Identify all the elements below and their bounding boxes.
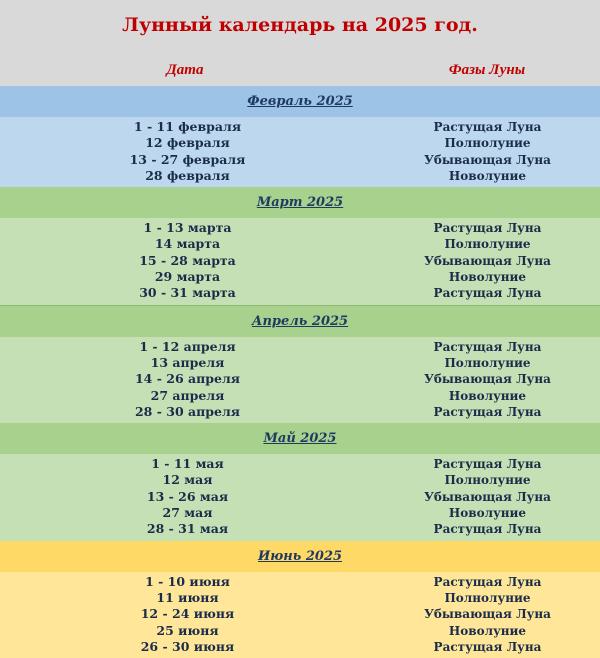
table-row xyxy=(0,521,600,537)
phase-cell: Полнолуние xyxy=(444,355,531,370)
date-cell: 27 апреля xyxy=(150,387,225,403)
table-row xyxy=(0,574,600,590)
phase-cell: Новолуние xyxy=(448,623,527,638)
phase-cell: Растущая Луна xyxy=(433,120,542,134)
phase-cell: Растущая Луна xyxy=(433,404,542,419)
phase-cell: Убывающая Луна xyxy=(424,372,551,387)
date-cell: 25 июня xyxy=(156,622,219,638)
table-row xyxy=(0,639,600,655)
date-cell: 1 - 10 июня xyxy=(145,573,230,589)
table-row xyxy=(0,269,600,285)
phase-cell: Новолуние xyxy=(448,270,527,285)
section-june xyxy=(0,541,600,658)
section-march xyxy=(0,187,600,304)
phase-cell: Растущая Луна xyxy=(433,574,542,589)
date-cell: 13 апреля xyxy=(150,354,225,370)
section-heading xyxy=(0,86,600,117)
date-cell: 13 - 26 мая xyxy=(146,488,229,504)
date-cell: 28 - 31 мая xyxy=(146,521,229,537)
date-cell: 28 февраля xyxy=(145,167,230,183)
date-cell: 12 - 24 июня xyxy=(140,606,235,622)
section-heading-label: Июнь 2025 xyxy=(257,548,343,564)
phase-column-header: Фазы Луны xyxy=(448,62,526,78)
phase-cell: Убывающая Луна xyxy=(424,489,551,504)
section-may xyxy=(0,423,600,540)
section-april xyxy=(0,306,600,423)
section-heading xyxy=(0,306,600,337)
phase-cell: Полнолуние xyxy=(444,473,531,488)
date-cell: 15 - 28 марта xyxy=(139,252,236,268)
phase-cell: Убывающая Луна xyxy=(424,607,551,622)
date-cell: 27 мая xyxy=(162,505,213,521)
section-rows xyxy=(0,218,600,304)
date-cell: 14 марта xyxy=(154,236,221,252)
phase-cell: Растущая Луна xyxy=(433,522,542,537)
phase-cell: Убывающая Луна xyxy=(424,253,551,268)
section-heading xyxy=(0,423,600,454)
section-heading-label: Февраль 2025 xyxy=(247,94,353,109)
section-rows xyxy=(0,117,600,187)
phase-cell: Растущая Луна xyxy=(433,221,542,236)
table-row xyxy=(0,253,600,269)
date-cell: 14 - 26 апреля xyxy=(134,371,241,387)
calendar-header xyxy=(0,0,600,86)
date-cell: 1 - 11 февраля xyxy=(133,119,242,134)
phase-cell: Растущая Луна xyxy=(433,339,542,354)
phase-cell: Новолуние xyxy=(448,168,527,183)
phase-cell: Новолуние xyxy=(448,506,527,521)
phase-cell: Полнолуние xyxy=(444,136,531,151)
phase-cell: Убывающая Луна xyxy=(424,152,551,167)
section-february xyxy=(0,86,600,187)
phase-cell: Растущая Луна xyxy=(433,457,542,472)
section-heading xyxy=(0,187,600,218)
table-row xyxy=(0,119,600,135)
table-row xyxy=(0,355,600,371)
phase-cell: Новолуние xyxy=(448,388,527,403)
table-row xyxy=(0,456,600,472)
date-cell: 13 - 27 февраля xyxy=(129,151,246,167)
table-row xyxy=(0,220,600,236)
table-row xyxy=(0,623,600,639)
date-cell: 12 февраля xyxy=(145,135,230,151)
section-heading-label: Май 2025 xyxy=(263,431,337,447)
table-row xyxy=(0,152,600,168)
date-cell: 1 - 12 апреля xyxy=(139,338,236,354)
table-row xyxy=(0,135,600,151)
table-row xyxy=(0,168,600,184)
table-row xyxy=(0,388,600,404)
table-row xyxy=(0,339,600,355)
section-heading-label: Апрель 2025 xyxy=(251,313,349,329)
phase-cell: Полнолуние xyxy=(444,590,531,605)
table-row xyxy=(0,285,600,301)
page-title: Лунный календарь на 2025 год. xyxy=(122,14,478,36)
date-cell: 29 марта xyxy=(154,269,221,285)
date-cell: 1 - 11 мая xyxy=(151,456,224,472)
phase-cell: Растущая Луна xyxy=(433,286,542,301)
section-rows xyxy=(0,454,600,540)
table-row xyxy=(0,371,600,387)
section-heading xyxy=(0,541,600,572)
table-row xyxy=(0,404,600,420)
date-cell: 1 - 13 марта xyxy=(143,220,232,236)
table-row xyxy=(0,606,600,622)
table-row xyxy=(0,236,600,252)
date-cell: 30 - 31 марта xyxy=(139,285,236,301)
section-heading-label: Март 2025 xyxy=(256,195,344,211)
table-row xyxy=(0,590,600,606)
table-row xyxy=(0,472,600,488)
date-column-header: Дата xyxy=(166,62,204,78)
section-rows xyxy=(0,337,600,423)
date-cell: 12 мая xyxy=(162,472,213,488)
section-rows xyxy=(0,572,600,658)
date-cell: 28 - 30 апреля xyxy=(134,403,241,419)
date-cell: 11 июня xyxy=(156,589,219,605)
phase-cell: Полнолуние xyxy=(444,237,531,252)
table-row xyxy=(0,489,600,505)
date-cell: 26 - 30 июня xyxy=(140,638,235,654)
table-row xyxy=(0,505,600,521)
phase-cell: Растущая Луна xyxy=(433,639,542,654)
